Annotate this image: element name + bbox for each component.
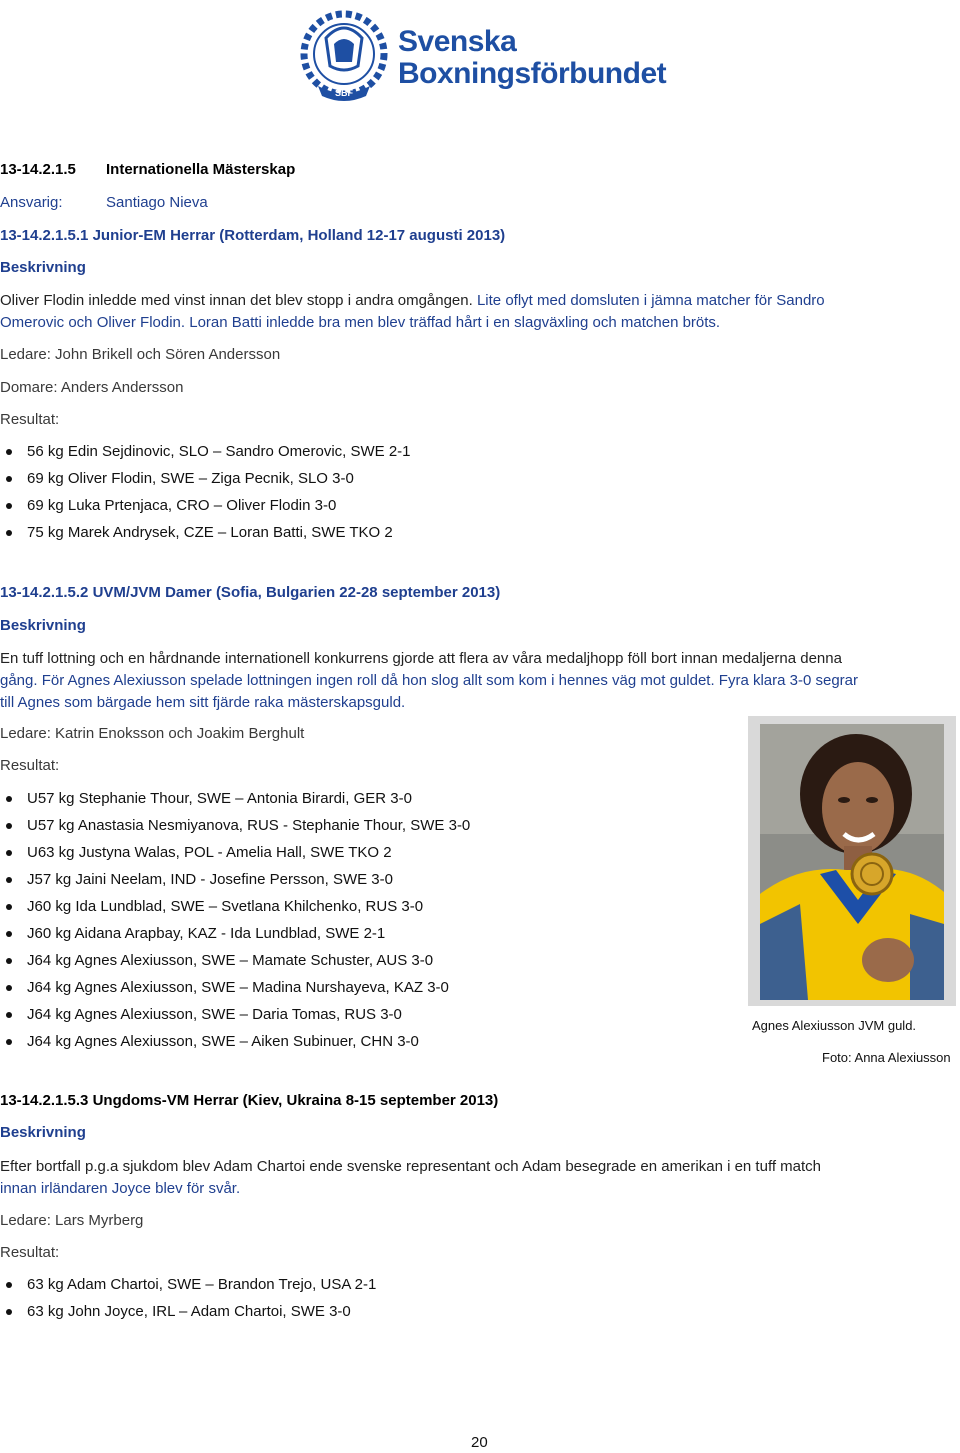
s3-leaders: Ledare: Lars Myrberg — [0, 1212, 144, 1229]
s1-heading: 13-14.2.1.5.1 Junior-EM Herrar (Rotterdam, Holland 12-17 augusti 2013) — [0, 227, 506, 244]
list-item: J64 kg Agnes Alexiusson, SWE – Daria Tomas, RUS 3-0 — [0, 1001, 470, 1028]
s2-leaders: Ledare: Katrin Enoksson och Joakim Berghult — [0, 725, 305, 742]
s1-results-list — [0, 438, 411, 546]
logo-wordmark — [398, 26, 666, 90]
s1-leaders: Ledare: John Brikell och Sören Andersson — [0, 346, 281, 363]
s3-results-label: Resultat: — [0, 1244, 60, 1261]
list-item: J64 kg Agnes Alexiusson, SWE – Mamate Schuster, AUS 3-0 — [0, 947, 470, 974]
list-item: U57 kg Stephanie Thour, SWE – Antonia Birardi, GER 3-0 — [0, 785, 470, 812]
photo-credit: Foto: Anna Alexiusson — [822, 1050, 951, 1065]
photo-frame — [748, 716, 956, 1006]
s2-desc-line1: En tuff lottning och en hårdnande internationell konkurrens gjorde att flera av våra medaljhopp föll bort innan medaljerna denna — [0, 650, 842, 667]
photo-caption: Agnes Alexiusson JVM guld. — [752, 1018, 917, 1033]
s2-desc-line3: till Agnes som bärgade hem sitt fjärde raka mästerskapsguld. — [0, 694, 406, 711]
s1-desc-line1-a: Oliver Flodin inledde med vinst innan det blev stopp i andra omgången. — [0, 292, 473, 309]
s1-desc-line1-b: Lite oflyt med domsluten i jämna matcher för Sandro — [472, 292, 825, 309]
s1-description-label: Beskrivning — [0, 259, 86, 276]
s3-desc-line1: Efter bortfall p.g.a sjukdom blev Adam Chartoi ende svenske representant och Adam besegrade en amerikan i en tuff match — [0, 1158, 822, 1175]
athlete-photo — [760, 724, 944, 1000]
responsible-label: Ansvarig: — [0, 194, 63, 211]
s2-results-list — [0, 785, 470, 1055]
list-item: 75 kg Marek Andrysek, CZE – Loran Batti, SWE TKO 2 — [0, 519, 411, 546]
list-item: 69 kg Luka Prtenjaca, CRO – Oliver Flodin 3-0 — [0, 492, 411, 519]
federation-logo — [296, 8, 666, 108]
s1-description — [0, 290, 955, 334]
list-item: J60 kg Ida Lundblad, SWE – Svetlana Khilchenko, RUS 3-0 — [0, 893, 470, 920]
logo-line-1: Svenska — [398, 25, 517, 58]
sbf-emblem-icon — [296, 8, 392, 108]
s3-results-list — [0, 1271, 376, 1325]
section-number: 13-14.2.1.5 — [0, 161, 76, 178]
s2-results-label: Resultat: — [0, 757, 60, 774]
s1-judge: Domare: Anders Andersson — [0, 379, 184, 396]
s2-description-label: Beskrivning — [0, 617, 86, 634]
list-item: J64 kg Agnes Alexiusson, SWE – Aiken Subinuer, CHN 3-0 — [0, 1028, 470, 1055]
list-item: 69 kg Oliver Flodin, SWE – Ziga Pecnik, SLO 3-0 — [0, 465, 411, 492]
s2-desc-line2: gång. För Agnes Alexiusson spelade lottningen ingen roll då hon slog allt som kom i hennes väg mot guldet. Fyra klara 3-0 segrar — [0, 672, 858, 689]
s1-desc-line2-a: Omerovic och Oliver Flodin. — [0, 314, 186, 331]
list-item: U57 kg Anastasia Nesmiyanova, RUS - Stephanie Thour, SWE 3-0 — [0, 812, 470, 839]
page-number: 20 — [471, 1434, 488, 1451]
s3-heading: 13-14.2.1.5.3 Ungdoms-VM Herrar (Kiev, Ukraina 8-15 september 2013) — [0, 1092, 499, 1109]
s2-heading: 13-14.2.1.5.2 UVM/JVM Damer (Sofia, Bulgarien 22-28 september 2013) — [0, 584, 501, 601]
list-item: J57 kg Jaini Neelam, IND - Josefine Persson, SWE 3-0 — [0, 866, 470, 893]
s3-desc-line2: innan irländaren Joyce blev för svår. — [0, 1180, 241, 1197]
logo-line-2: Boxningsförbundet — [398, 57, 667, 90]
emblem-text: SBF — [335, 88, 353, 98]
athlete-illustration — [760, 724, 944, 1000]
s1-desc-line2-b: Loran Batti inledde bra men blev träffad hårt i en slagväxling och matchen bröts. — [185, 314, 721, 331]
section-title: Internationella Mästerskap — [106, 161, 296, 178]
list-item: J60 kg Aidana Arapbay, KAZ - Ida Lundblad, SWE 2-1 — [0, 920, 470, 947]
responsible-name: Santiago Nieva — [106, 194, 208, 211]
list-item: 56 kg Edin Sejdinovic, SLO – Sandro Omerovic, SWE 2-1 — [0, 438, 411, 465]
list-item: 63 kg John Joyce, IRL – Adam Chartoi, SWE 3-0 — [0, 1298, 376, 1325]
s3-description — [0, 1156, 955, 1200]
list-item: J64 kg Agnes Alexiusson, SWE – Madina Nurshayeva, KAZ 3-0 — [0, 974, 470, 1001]
s3-description-label: Beskrivning — [0, 1124, 86, 1141]
list-item: U63 kg Justyna Walas, POL - Amelia Hall, SWE TKO 2 — [0, 839, 470, 866]
list-item: 63 kg Adam Chartoi, SWE – Brandon Trejo, USA 2-1 — [0, 1271, 376, 1298]
s1-results-label: Resultat: — [0, 411, 60, 428]
s2-description — [0, 648, 955, 714]
